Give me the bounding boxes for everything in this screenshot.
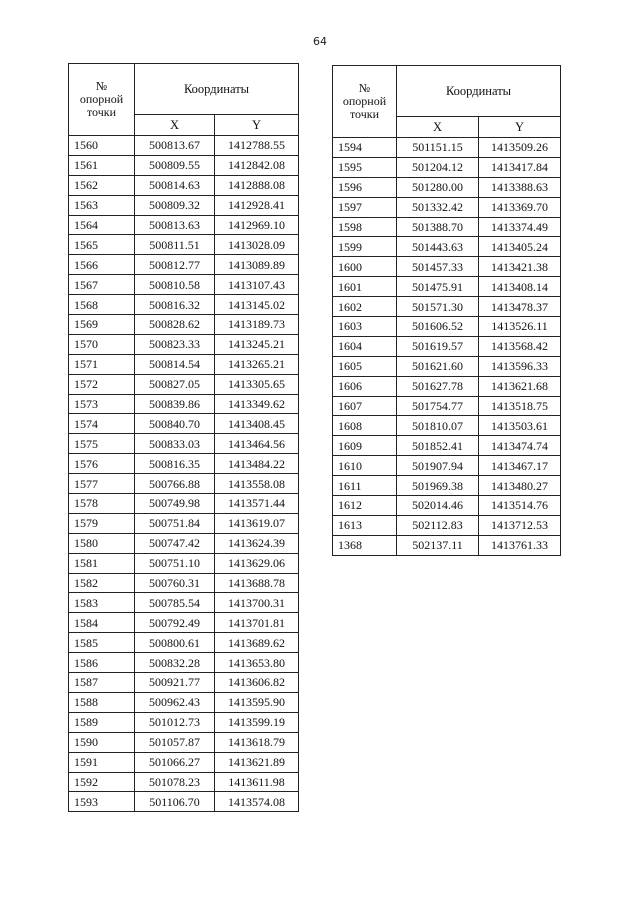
y-coordinate-cell: 1413514.76 <box>479 496 561 516</box>
y-coordinate-cell: 1413618.79 <box>215 732 299 752</box>
table-row <box>333 456 561 476</box>
header-number-line3: точки <box>86 105 117 119</box>
y-coordinate-cell: 1412928.41 <box>215 195 299 215</box>
x-coordinate-cell: 500800.61 <box>135 633 215 653</box>
table-row <box>333 177 561 197</box>
table-row <box>69 573 299 593</box>
x-coordinate-cell: 502014.46 <box>397 496 479 516</box>
y-coordinate-cell: 1413107.43 <box>215 275 299 295</box>
y-coordinate-cell: 1413478.37 <box>479 297 561 317</box>
y-coordinate-cell: 1413265.21 <box>215 354 299 374</box>
x-coordinate-cell: 500814.54 <box>135 354 215 374</box>
point-number-cell: 1598 <box>333 217 397 237</box>
header-number-sign: № <box>95 79 108 93</box>
table-row <box>333 356 561 376</box>
table-row <box>69 474 299 494</box>
table-row <box>69 155 299 175</box>
table-body-right <box>333 138 561 556</box>
point-number-cell: 1564 <box>69 215 135 235</box>
table-row <box>69 633 299 653</box>
y-coordinate-cell: 1413464.56 <box>215 434 299 454</box>
point-number-cell: 1368 <box>333 535 397 555</box>
point-number-cell: 1573 <box>69 394 135 414</box>
y-coordinate-cell: 1413761.33 <box>479 535 561 555</box>
y-coordinate-cell: 1413145.02 <box>215 295 299 315</box>
x-coordinate-cell: 501810.07 <box>397 416 479 436</box>
x-coordinate-cell: 501443.63 <box>397 237 479 257</box>
point-number-cell: 1586 <box>69 653 135 673</box>
table-row <box>333 336 561 356</box>
x-coordinate-cell: 500839.86 <box>135 394 215 414</box>
y-coordinate-cell: 1412788.55 <box>215 136 299 156</box>
table-row <box>69 553 299 573</box>
point-number-cell: 1607 <box>333 396 397 416</box>
y-coordinate-cell: 1413421.38 <box>479 257 561 277</box>
y-coordinate-cell: 1413408.14 <box>479 277 561 297</box>
x-coordinate-cell: 500785.54 <box>135 593 215 613</box>
y-coordinate-cell: 1413089.89 <box>215 255 299 275</box>
point-number-cell: 1566 <box>69 255 135 275</box>
table-row <box>69 752 299 772</box>
point-number-cell: 1591 <box>69 752 135 772</box>
y-coordinate-cell: 1413028.09 <box>215 235 299 255</box>
y-coordinate-cell: 1413712.53 <box>479 515 561 535</box>
y-coordinate-cell: 1413574.08 <box>215 792 299 812</box>
x-coordinate-cell: 500812.77 <box>135 255 215 275</box>
point-number-cell: 1572 <box>69 374 135 394</box>
x-coordinate-cell: 501012.73 <box>135 712 215 732</box>
table-row <box>69 394 299 414</box>
table-row <box>69 653 299 673</box>
y-coordinate-cell: 1413405.24 <box>479 237 561 257</box>
table-row <box>333 436 561 456</box>
table-row <box>333 277 561 297</box>
point-number-cell: 1585 <box>69 633 135 653</box>
point-number-cell: 1575 <box>69 434 135 454</box>
point-number-cell: 1579 <box>69 513 135 533</box>
point-number-cell: 1567 <box>69 275 135 295</box>
y-coordinate-cell: 1413245.21 <box>215 334 299 354</box>
y-coordinate-cell: 1413701.81 <box>215 613 299 633</box>
table-row <box>69 513 299 533</box>
y-coordinate-cell: 1413349.62 <box>215 394 299 414</box>
table-row <box>69 195 299 215</box>
x-coordinate-cell: 501457.33 <box>397 257 479 277</box>
x-coordinate-cell: 501475.91 <box>397 277 479 297</box>
table-row <box>69 175 299 195</box>
x-coordinate-cell: 501388.70 <box>397 217 479 237</box>
y-coordinate-cell: 1412888.08 <box>215 175 299 195</box>
point-number-cell: 1610 <box>333 456 397 476</box>
table-row <box>333 237 561 257</box>
x-coordinate-cell: 500813.67 <box>135 136 215 156</box>
x-coordinate-cell: 500747.42 <box>135 533 215 553</box>
table-row <box>69 494 299 514</box>
header-number-sign: № <box>358 81 371 95</box>
y-column-header: Y <box>479 117 561 138</box>
x-coordinate-cell: 500760.31 <box>135 573 215 593</box>
x-coordinate-cell: 501204.12 <box>397 157 479 177</box>
point-number-cell: 1571 <box>69 354 135 374</box>
point-number-cell: 1582 <box>69 573 135 593</box>
table-row <box>69 235 299 255</box>
x-coordinate-cell: 500828.62 <box>135 315 215 335</box>
table-row <box>333 515 561 535</box>
point-number-cell: 1565 <box>69 235 135 255</box>
x-coordinate-cell: 501066.27 <box>135 752 215 772</box>
y-coordinate-cell: 1413503.61 <box>479 416 561 436</box>
coordinates-table-right <box>332 65 561 556</box>
x-coordinate-cell: 500816.35 <box>135 454 215 474</box>
x-coordinate-cell: 500823.33 <box>135 334 215 354</box>
y-coordinate-cell: 1413484.22 <box>215 454 299 474</box>
y-coordinate-cell: 1413417.84 <box>479 157 561 177</box>
y-coordinate-cell: 1413611.98 <box>215 772 299 792</box>
table-row <box>69 374 299 394</box>
table-row <box>333 297 561 317</box>
coordinates-header: Координаты <box>397 66 561 117</box>
table-row <box>69 434 299 454</box>
y-coordinate-cell: 1413621.89 <box>215 752 299 772</box>
point-number-cell: 1561 <box>69 155 135 175</box>
table-row <box>69 414 299 434</box>
point-number-cell: 1612 <box>333 496 397 516</box>
point-number-cell: 1602 <box>333 297 397 317</box>
y-coordinate-cell: 1413595.90 <box>215 692 299 712</box>
table-row <box>69 732 299 752</box>
x-coordinate-cell: 501280.00 <box>397 177 479 197</box>
table-row <box>69 255 299 275</box>
y-column-header: Y <box>215 115 299 136</box>
y-coordinate-cell: 1413621.68 <box>479 376 561 396</box>
x-coordinate-cell: 501754.77 <box>397 396 479 416</box>
table-row <box>69 295 299 315</box>
y-coordinate-cell: 1413509.26 <box>479 138 561 158</box>
point-number-cell: 1609 <box>333 436 397 456</box>
y-coordinate-cell: 1413374.49 <box>479 217 561 237</box>
table-row <box>333 317 561 337</box>
table-row <box>333 138 561 158</box>
table-row <box>69 613 299 633</box>
y-coordinate-cell: 1413189.73 <box>215 315 299 335</box>
page-number: 64 <box>313 35 327 48</box>
y-coordinate-cell: 1413624.39 <box>215 533 299 553</box>
y-coordinate-cell: 1413653.80 <box>215 653 299 673</box>
point-number-cell: 1584 <box>69 613 135 633</box>
table-row <box>69 275 299 295</box>
point-number-cell: 1560 <box>69 136 135 156</box>
x-coordinate-cell: 501078.23 <box>135 772 215 792</box>
x-coordinate-cell: 500832.28 <box>135 653 215 673</box>
x-coordinate-cell: 501627.78 <box>397 376 479 396</box>
y-coordinate-cell: 1413689.62 <box>215 633 299 653</box>
point-number-cell: 1587 <box>69 673 135 693</box>
point-number-cell: 1608 <box>333 416 397 436</box>
table-row <box>69 533 299 553</box>
point-number-cell: 1592 <box>69 772 135 792</box>
point-number-cell: 1583 <box>69 593 135 613</box>
x-coordinate-cell: 500809.32 <box>135 195 215 215</box>
table-row <box>333 376 561 396</box>
point-number-cell: 1611 <box>333 476 397 496</box>
table-row <box>69 315 299 335</box>
x-coordinate-cell: 500827.05 <box>135 374 215 394</box>
point-number-header <box>333 66 397 138</box>
point-number-cell: 1580 <box>69 533 135 553</box>
point-number-cell: 1581 <box>69 553 135 573</box>
x-coordinate-cell: 500814.63 <box>135 175 215 195</box>
y-coordinate-cell: 1413596.33 <box>479 356 561 376</box>
y-coordinate-cell: 1413558.08 <box>215 474 299 494</box>
x-coordinate-cell: 501852.41 <box>397 436 479 456</box>
table-row <box>333 197 561 217</box>
header-number-line3: точки <box>349 107 380 121</box>
point-number-cell: 1577 <box>69 474 135 494</box>
table-row <box>333 416 561 436</box>
coordinates-header: Координаты <box>135 64 299 115</box>
x-coordinate-cell: 500840.70 <box>135 414 215 434</box>
header-number-line2: опорной <box>342 94 387 108</box>
x-coordinate-cell: 500751.84 <box>135 513 215 533</box>
x-coordinate-cell: 501332.42 <box>397 197 479 217</box>
point-number-cell: 1600 <box>333 257 397 277</box>
x-coordinate-cell: 500816.32 <box>135 295 215 315</box>
table-row <box>69 454 299 474</box>
header-number-line2: опорной <box>79 92 124 106</box>
table-row <box>333 476 561 496</box>
x-coordinate-cell: 501571.30 <box>397 297 479 317</box>
point-number-cell: 1597 <box>333 197 397 217</box>
y-coordinate-cell: 1412842.08 <box>215 155 299 175</box>
table-row <box>333 496 561 516</box>
x-coordinate-cell: 500792.49 <box>135 613 215 633</box>
x-column-header: X <box>397 117 479 138</box>
x-coordinate-cell: 500766.88 <box>135 474 215 494</box>
x-coordinate-cell: 500962.43 <box>135 692 215 712</box>
x-column-header: X <box>135 115 215 136</box>
y-coordinate-cell: 1413369.70 <box>479 197 561 217</box>
y-coordinate-cell: 1413568.42 <box>479 336 561 356</box>
point-number-cell: 1589 <box>69 712 135 732</box>
table-row <box>69 673 299 693</box>
x-coordinate-cell: 500921.77 <box>135 673 215 693</box>
table-row <box>69 692 299 712</box>
point-number-cell: 1588 <box>69 692 135 712</box>
point-number-cell: 1605 <box>333 356 397 376</box>
x-coordinate-cell: 501619.57 <box>397 336 479 356</box>
y-coordinate-cell: 1413388.63 <box>479 177 561 197</box>
point-number-cell: 1599 <box>333 237 397 257</box>
point-number-cell: 1603 <box>333 317 397 337</box>
point-number-cell: 1594 <box>333 138 397 158</box>
table-row <box>333 396 561 416</box>
x-coordinate-cell: 501151.15 <box>397 138 479 158</box>
point-number-cell: 1574 <box>69 414 135 434</box>
y-coordinate-cell: 1413571.44 <box>215 494 299 514</box>
x-coordinate-cell: 501606.52 <box>397 317 479 337</box>
x-coordinate-cell: 500810.58 <box>135 275 215 295</box>
table-row <box>69 712 299 732</box>
coordinates-table-left <box>68 63 299 812</box>
x-coordinate-cell: 501621.60 <box>397 356 479 376</box>
point-number-cell: 1606 <box>333 376 397 396</box>
table-row <box>333 257 561 277</box>
x-coordinate-cell: 501969.38 <box>397 476 479 496</box>
point-number-cell: 1563 <box>69 195 135 215</box>
y-coordinate-cell: 1413606.82 <box>215 673 299 693</box>
x-coordinate-cell: 500811.51 <box>135 235 215 255</box>
x-coordinate-cell: 502112.83 <box>397 515 479 535</box>
y-coordinate-cell: 1413518.75 <box>479 396 561 416</box>
point-number-cell: 1596 <box>333 177 397 197</box>
y-coordinate-cell: 1413408.45 <box>215 414 299 434</box>
x-coordinate-cell: 502137.11 <box>397 535 479 555</box>
table-body-left <box>69 136 299 812</box>
y-coordinate-cell: 1413467.17 <box>479 456 561 476</box>
y-coordinate-cell: 1413480.27 <box>479 476 561 496</box>
table-row <box>69 334 299 354</box>
y-coordinate-cell: 1413629.06 <box>215 553 299 573</box>
y-coordinate-cell: 1413688.78 <box>215 573 299 593</box>
x-coordinate-cell: 501057.87 <box>135 732 215 752</box>
table-row <box>333 157 561 177</box>
point-number-cell: 1595 <box>333 157 397 177</box>
y-coordinate-cell: 1413619.07 <box>215 513 299 533</box>
x-coordinate-cell: 501907.94 <box>397 456 479 476</box>
y-coordinate-cell: 1412969.10 <box>215 215 299 235</box>
table-row <box>333 535 561 555</box>
x-coordinate-cell: 500749.98 <box>135 494 215 514</box>
point-number-cell: 1604 <box>333 336 397 356</box>
x-coordinate-cell: 501106.70 <box>135 792 215 812</box>
x-coordinate-cell: 500813.63 <box>135 215 215 235</box>
y-coordinate-cell: 1413526.11 <box>479 317 561 337</box>
table-row <box>69 772 299 792</box>
table-row <box>69 215 299 235</box>
table-row <box>333 217 561 237</box>
table-row <box>69 792 299 812</box>
point-number-cell: 1570 <box>69 334 135 354</box>
point-number-cell: 1568 <box>69 295 135 315</box>
y-coordinate-cell: 1413700.31 <box>215 593 299 613</box>
point-number-header <box>69 64 135 136</box>
y-coordinate-cell: 1413599.19 <box>215 712 299 732</box>
y-coordinate-cell: 1413474.74 <box>479 436 561 456</box>
point-number-cell: 1613 <box>333 515 397 535</box>
x-coordinate-cell: 500751.10 <box>135 553 215 573</box>
table-row <box>69 136 299 156</box>
point-number-cell: 1569 <box>69 315 135 335</box>
y-coordinate-cell: 1413305.65 <box>215 374 299 394</box>
table-row <box>69 593 299 613</box>
point-number-cell: 1601 <box>333 277 397 297</box>
x-coordinate-cell: 500809.55 <box>135 155 215 175</box>
point-number-cell: 1593 <box>69 792 135 812</box>
x-coordinate-cell: 500833.03 <box>135 434 215 454</box>
point-number-cell: 1590 <box>69 732 135 752</box>
point-number-cell: 1562 <box>69 175 135 195</box>
point-number-cell: 1576 <box>69 454 135 474</box>
point-number-cell: 1578 <box>69 494 135 514</box>
table-row <box>69 354 299 374</box>
